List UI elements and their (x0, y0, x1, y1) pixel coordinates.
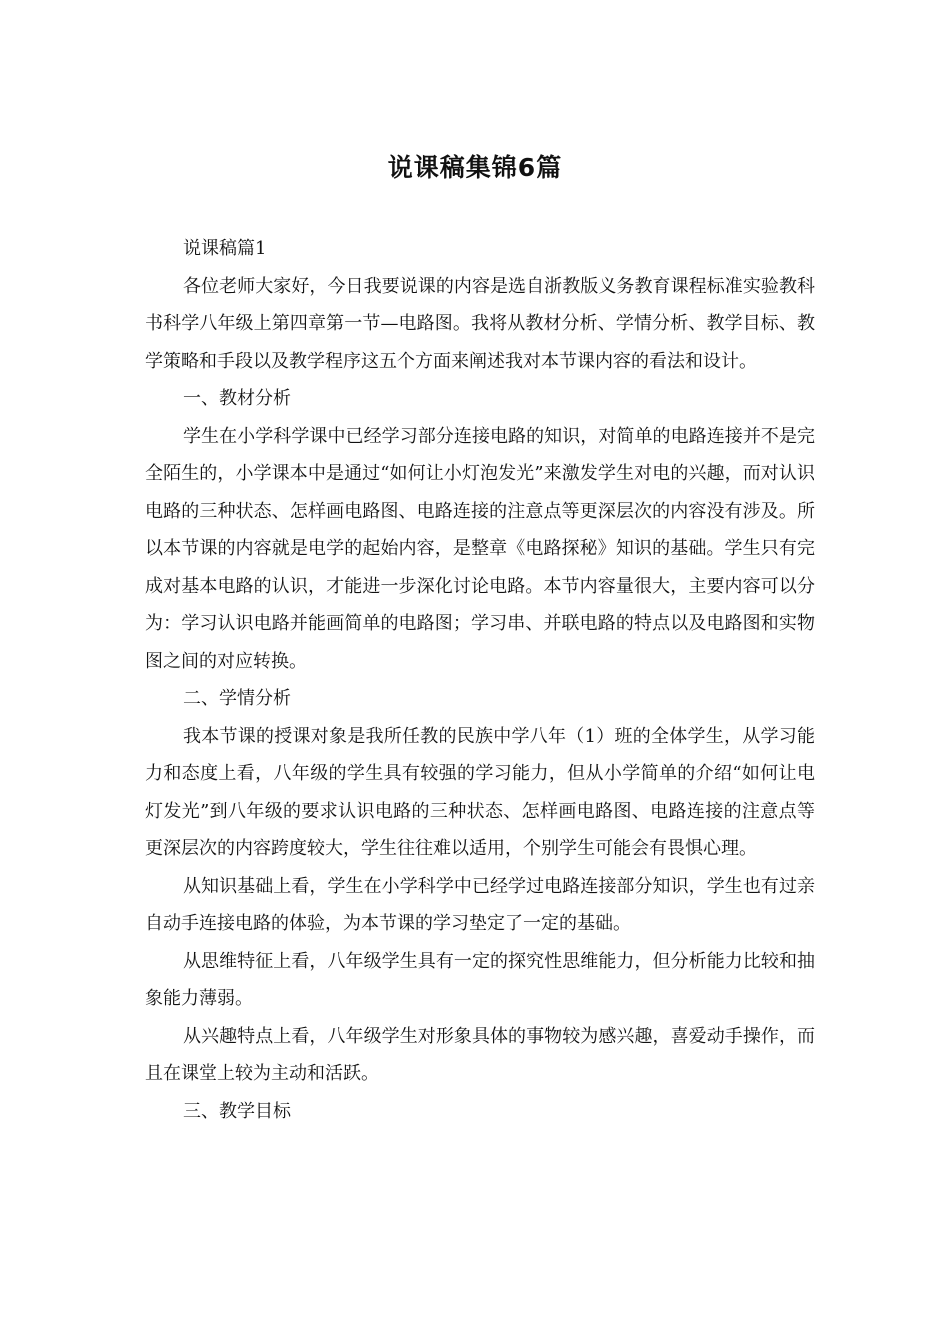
paragraph: 学生在小学科学课中已经学习部分连接电路的知识，对简单的电路连接并不是完全陌生的，小学课本中是通过“如何让小灯泡发光”来激发学生对电的兴趣，而对认识电路的三种状态、怎样画电路图、电路连接的注意点等更深层次的内容没有涉及。所以本节课的内容就是电学的起始内容，是整章《电路探秘》知识的基础。学生只有完成对基本电路的认识，才能进一步深化讨论电路。本节内容量很大，主要内容可以分为：学习认识电路并能画简单的电路图；学习串、并联电路的特点以及电路图和实物图之间的对应转换。 (145, 425, 815, 672)
section-heading: 二、学情分析 (183, 688, 291, 709)
section-heading: 三、教学目标 (183, 1100, 291, 1122)
paragraph: 从知识基础上看，学生在小学科学中已经学过电路连接部分知识，学生也有过亲自动手连接电路的体验，为本节课的学习垫定了一定的基础。 (145, 875, 815, 934)
section-heading: 一、教材分析 (183, 388, 291, 409)
paragraph: 从兴趣特点上看，八年级学生对形象具体的事物较为感兴趣，喜爱动手操作，而且在课堂上较为主动和活跃。 (145, 1025, 815, 1084)
section-heading: 说课稿篇1 (183, 238, 267, 259)
document-title: 说课稿集锦6篇 (387, 153, 563, 182)
paragraph: 从思维特征上看，八年级学生具有一定的探究性思维能力，但分析能力比较和抽象能力薄弱。 (145, 950, 815, 1009)
paragraph: 各位老师大家好，今日我要说课的内容是选自浙教版义务教育课程标准实验教科书科学八年级上第四章第一节—电路图。我将从教材分析、学情分析、教学目标、教学策略和手段以及教学程序这五个方面来阐述我对本节课内容的看法和设计。 (145, 275, 815, 372)
document-body (145, 230, 815, 1130)
paragraph: 我本节课的授课对象是我所任教的民族中学八年（1）班的全体学生，从学习能力和态度上看，八年级的学生具有较强的学习能力，但从小学简单的介绍“如何让电灯发光”到八年级的要求认识电路的三种状态、怎样画电路图、电路连接的注意点等更深层次的内容跨度较大，学生往往难以适用，个别学生可能会有畏惧心理。 (145, 725, 815, 859)
